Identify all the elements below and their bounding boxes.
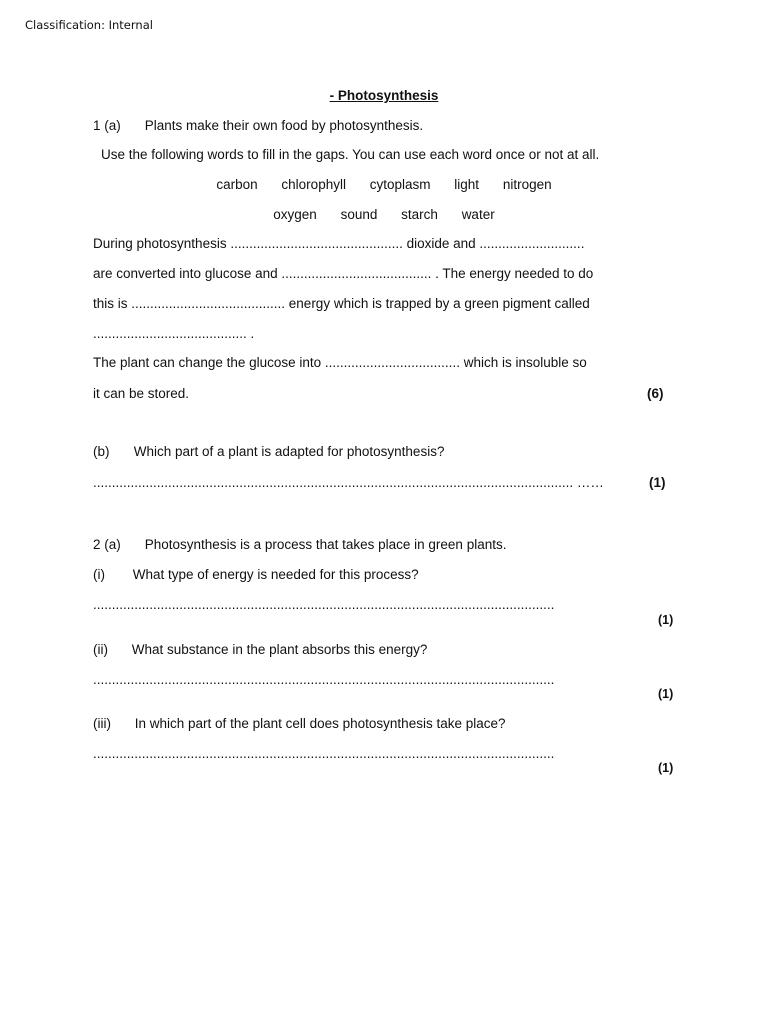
q2-part-ii [93,642,427,657]
fill-gap-line-6: it can be stored. [93,386,190,401]
q2-part-i-marks: (1) [658,613,674,627]
page-title: - Photosynthesis [329,88,439,103]
q2-part-question: In which part of the plant cell does photosynthesis take place? [134,716,506,731]
q1b-label: (b) [93,444,110,459]
fill-gap-line-3: this is ......................................... energy which is trapped by a green pigment called [93,296,590,311]
fill-gap-line-4: ......................................... . [93,326,255,341]
word-bank-item: oxygen [273,207,317,222]
q2-part-label: (i) [93,567,105,582]
word-bank-item: cytoplasm [369,177,431,192]
q1b-header [93,444,444,459]
word-bank-item: sound [340,207,378,222]
word-bank-item: starch [401,207,438,222]
q2-part-ii-marks: (1) [658,687,674,701]
q2-part-label: (iii) [93,716,111,731]
word-bank-item: carbon [216,177,258,192]
q2-header [93,537,506,552]
word-bank-item: water [461,207,495,222]
q1b-marks: (1) [649,475,666,490]
q2-part-iii-answer-line[interactable]: ........................................................................................................................... [93,746,555,761]
q2-part-question: What type of energy is needed for this process? [132,567,419,582]
q1-instructions: Use the following words to fill in the gaps. You can use each word once or not at all. [101,147,600,162]
fill-gap-line-5: The plant can change the glucose into .................................... which is insoluble so [93,355,587,370]
q2-part-label: (ii) [93,642,108,657]
q2-part-iii-marks: (1) [658,761,674,775]
q2-part-i [93,567,419,582]
word-bank-row-1 [0,177,768,192]
q1-number: 1 (a) [93,118,121,133]
q2-number: 2 (a) [93,537,121,552]
word-bank-item: light [454,177,480,192]
q2-part-question: What substance in the plant absorbs this energy? [131,642,428,657]
q2-part-i-answer-line[interactable]: ........................................................................................................................... [93,597,555,612]
word-bank-item: chlorophyll [281,177,346,192]
fill-gap-line-1: During photosynthesis .............................................. dioxide and ............................ [93,236,585,251]
q1-intro: Plants make their own food by photosynthesis. [144,118,424,133]
q1-header [93,118,423,133]
word-bank-item: nitrogen [502,177,552,192]
fill-gap-line-2: are converted into glucose and ........................................ . The energy needed to do [93,266,594,281]
q1b-answer-line[interactable]: ................................................................................................................................ …… [93,475,604,490]
q1b-question: Which part of a plant is adapted for photosynthesis? [133,444,445,459]
q2-intro: Photosynthesis is a process that takes place in green plants. [144,537,507,552]
q2-part-iii [93,716,506,731]
q1a-marks: (6) [647,386,664,401]
q2-part-ii-answer-line[interactable]: ........................................................................................................................... [93,672,555,687]
word-bank-row-2 [0,207,768,222]
classification-label: Classification: Internal [25,18,153,32]
